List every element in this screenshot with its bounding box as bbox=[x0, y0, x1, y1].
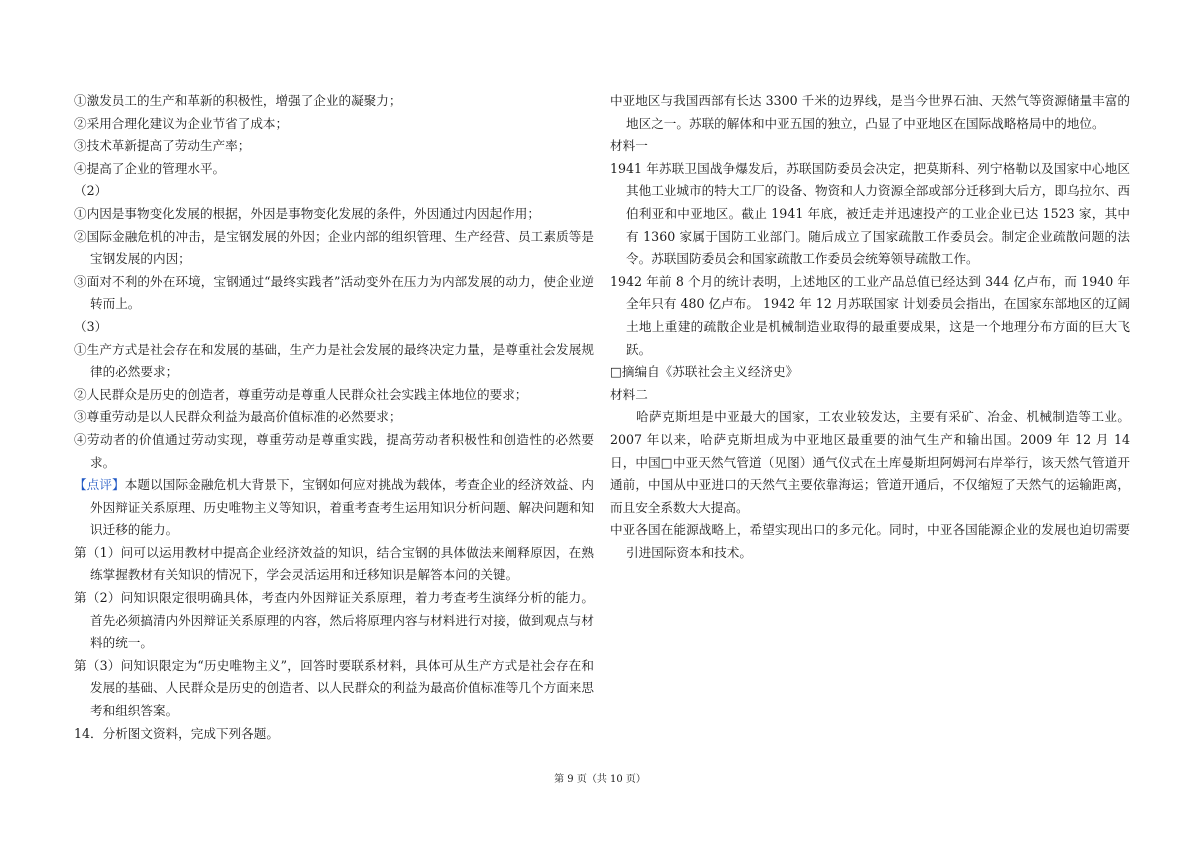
source-citation: □摘编自《苏联社会主义经济史》 bbox=[610, 364, 799, 380]
page-footer: 第 9 页（共 10 页） bbox=[554, 774, 646, 785]
comment-paragraph bbox=[74, 474, 594, 542]
paragraph: （2） bbox=[74, 183, 108, 199]
paragraph: ①激发员工的生产和革新的积极性，增强了企业的凝聚力； bbox=[74, 93, 402, 108]
paragraph: ③面对不利的外在环境，宝钢通过“最终实践者”活动变外在压力为内部发展的动力，使企业逆转而上。 bbox=[74, 273, 594, 312]
paragraph: 1941 年苏联卫国战争爆发后，苏联国防委员会决定，把莫斯科、列宁格勒以及国家中心地区其他工业城市的特大工厂的设备、物资和人力资源全部或部分迁移到大后方，即乌拉尔、西伯利亚和中亚地区。截止 1941 年底，被迁走并迅速投产的工业企业已达 1523 家，其中有 1360 家属于国防工业部门。随后成立了国家疏散工作委员会。制定企业疏散问题的法令。苏联国防委员会和国家疏散工作委员会统筹领导疏散工作。 bbox=[610, 160, 1130, 267]
paragraph: ①内因是事物变化发展的根据，外因是事物变化发展的条件，外因通过内因起作用； bbox=[74, 205, 540, 221]
paragraph: 第（1）问可以运用教材中提高企业经济效益的知识，结合宝钢的具体做法来阐释原因，在熟练掌握教材有关知识的情况下，学会灵活运用和迁移知识是解答本问的关键。 bbox=[74, 544, 594, 583]
question-14: 14．分析图文资料，完成下列各题。 bbox=[74, 725, 279, 741]
paragraph: ②人民群众是历史的创造者，尊重劳动是尊重人民群众社会实践主体地位的要求； bbox=[74, 386, 528, 402]
right-column bbox=[610, 90, 1130, 564]
left-column bbox=[74, 90, 594, 745]
material-two-heading: 材料二 bbox=[610, 386, 648, 402]
paragraph: 哈萨克斯坦是中亚最大的国家，工农业较发达，主要有采矿、冶金、机械制造等工业。2007 年以来，哈萨克斯坦成为中亚地区最重要的油气生产和输出国。2009 年 12 月 14 日，中国□中亚天然气管道（见图）通气仪式在土库曼斯坦阿姆河右岸举行，该天然气管道开通前，中国从中亚进口的天然气主要依靠海运；管道开通后，不仅缩短了天然气的运输距离，而且安全系数大大提高。 bbox=[610, 409, 1130, 515]
paragraph: ②采用合理化建议为企业节省了成本； bbox=[74, 115, 289, 131]
paragraph: ①生产方式是社会存在和发展的基础，生产力是社会发展的最终决定力量，是尊重社会发展规律的必然要求； bbox=[74, 341, 594, 380]
paragraph: （3） bbox=[74, 318, 108, 334]
comment-text: 本题以国际金融危机大背景下，宝钢如何应对挑战为载体，考查企业的经济效益、内外因辩证关系原理、历史唯物主义等知识，着重考查考生运用知识分析问题、解决问题和知识迁移的能力。 bbox=[90, 477, 595, 538]
paragraph: ②国际金融危机的冲击，是宝钢发展的外因；企业内部的组织管理、生产经营、员工素质等是宝钢发展的内因； bbox=[74, 228, 594, 267]
paragraph: 1942 年前 8 个月的统计表明，上述地区的工业产品总值已经达到 344 亿卢布，而 1940 年全年只有 480 亿卢布。 1942 年 12 月苏联国家 计划委员会指出，在国家东部地区的辽阔土地上重建的疏散企业是机械制造业取得的最重要成果，这是一个地理分布方面的巨大飞跃。 bbox=[610, 273, 1130, 357]
material-one-heading: 材料一 bbox=[610, 138, 648, 154]
paragraph: 中亚地区与我国西部有长达 3300 千米的边界线，是当今世界石油、天然气等资源储量丰富的 地区之一。苏联的解体和中亚五国的独立，凸显了中亚地区在国际战略格局中的地位。 bbox=[610, 93, 1130, 131]
paragraph: ④提高了企业的管理水平。 bbox=[74, 160, 226, 176]
paragraph: ④劳动者的价值通过劳动实现，尊重劳动是尊重实践，提高劳动者积极性和创造性的必然要求。 bbox=[74, 431, 594, 470]
paragraph: 第（3）问知识限定为“历史唯物主义”，回答时要联系材料，具体可从生产方式是社会存在和发展的基础、人民群众是历史的创造者、以人民群众的利益为最高价值标准等几个方面来思考和组织答案。 bbox=[74, 657, 594, 719]
paragraph: 中亚各国在能源战略上，希望实现出口的多元化。同时，中亚各国能源企业的发展也迫切需要引进国际资本和技术。 bbox=[610, 522, 1130, 560]
paragraph: ③技术革新提高了劳动生产率； bbox=[74, 138, 251, 154]
comment-tag: 【点评】 bbox=[74, 477, 125, 493]
paragraph: 第（2）问知识限定很明确具体，考查内外因辩证关系原理，着力考查考生演绎分析的能力。首先必须搞清内外因辩证关系原理的内容，然后将原理内容与材料进行对接，做到观点与材料的统一。 bbox=[74, 590, 594, 651]
paragraph: ③尊重劳动是以人民群众利益为最高价值标准的必然要求； bbox=[74, 409, 402, 425]
